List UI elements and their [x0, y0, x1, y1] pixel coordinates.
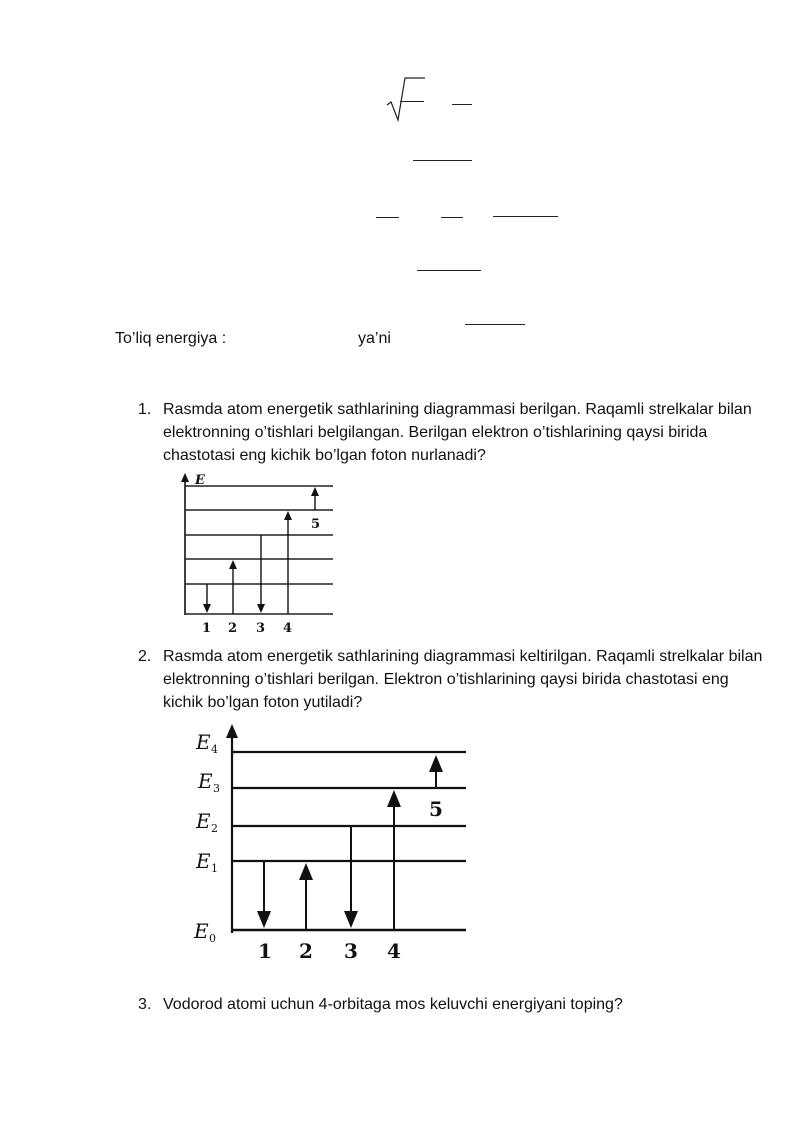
question-number: 2. — [138, 648, 152, 665]
fraction-bar — [376, 217, 399, 218]
question-number: 1. — [138, 401, 152, 418]
fraction-bar — [417, 270, 481, 271]
transition-label: 3 — [256, 621, 266, 636]
level-subscript: 2 — [211, 822, 218, 835]
question-text: Rasmda atom energetik sathlarining diagrammasi berilgan. Raqamli strelkalar bilan elektronning o’tishlari belgilangan. Berilgan elektron o’tishlarining qaysi birida chastotasi eng kichik bo’lgan foton nurlanadi? — [163, 401, 752, 464]
transition-label: 5 — [429, 797, 443, 821]
level-label-e4: E — [196, 730, 211, 754]
transition-label: 4 — [387, 939, 401, 963]
fraction-bar — [493, 216, 558, 217]
level-label-e2: E — [196, 809, 211, 833]
fraction-bar — [400, 101, 424, 102]
fraction-bar — [465, 324, 525, 325]
fraction-bar — [441, 217, 463, 218]
transition-label: 1 — [258, 939, 272, 963]
level-label-e3: E — [198, 769, 213, 793]
energy-level-diagram-2 — [190, 718, 470, 968]
square-root-symbol — [385, 75, 435, 125]
axis-label: E — [195, 473, 205, 488]
total-energy-label: To’liq energiya : — [115, 330, 227, 347]
question-text: Vodorod atomi uchun 4-orbitaga mos keluvchi energiyani toping? — [163, 996, 623, 1013]
transition-label: 1 — [202, 621, 212, 636]
yani-label: ya’ni — [358, 330, 391, 347]
question-text: Rasmda atom energetik sathlarining diagrammasi keltirilgan. Raqamli strelkalar bilan elektronning o’tishlari berilgan. Elektron o’tishlarining qaysi birida chastotasi eng kichik bo’lgan foton yutiladi? — [163, 648, 763, 711]
level-label-e0: E — [194, 919, 209, 943]
energy-level-diagram-1 — [170, 470, 340, 638]
transition-label: 2 — [228, 621, 238, 636]
level-subscript: 3 — [213, 782, 220, 795]
level-subscript: 0 — [209, 932, 216, 945]
fraction-bar — [413, 160, 472, 161]
level-subscript: 4 — [211, 743, 218, 756]
transition-label: 5 — [311, 517, 321, 532]
transition-label: 3 — [344, 939, 358, 963]
fraction-bar — [452, 104, 472, 105]
question-number: 3. — [138, 996, 152, 1013]
transition-label: 4 — [283, 621, 293, 636]
transition-label: 2 — [299, 939, 313, 963]
level-label-e1: E — [196, 849, 211, 873]
level-subscript: 1 — [211, 862, 218, 875]
